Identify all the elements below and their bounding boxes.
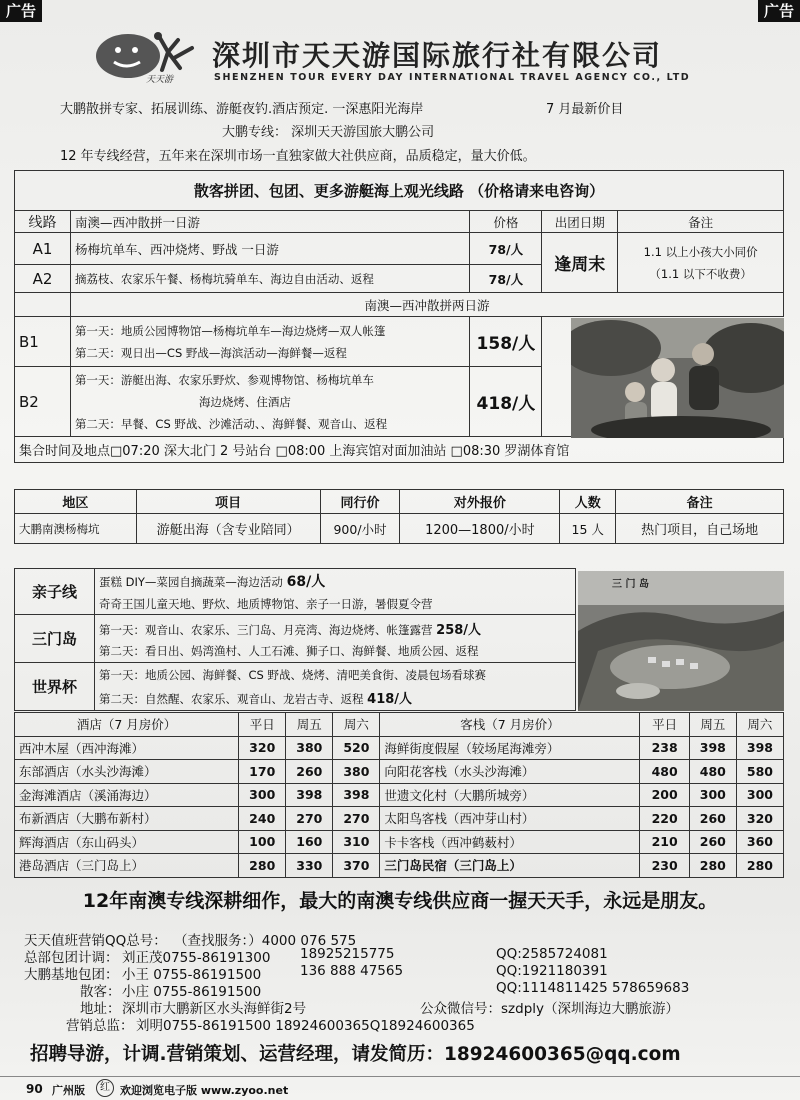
sanmen-island-photo bbox=[578, 571, 784, 711]
inn-price: 200 bbox=[640, 783, 689, 807]
intro-claim: 12 年专线经营，五年来在深圳市场一直独家做大社供应商，品质稳定，量大价低。 bbox=[60, 149, 536, 164]
recruit-line: 招聘导游，计调.营销策划、运营经理，请发简历：18924600365@qq.com bbox=[30, 1044, 681, 1065]
yacht-retail-price: 1200—1800/小时 bbox=[400, 514, 560, 544]
page-footer bbox=[0, 1076, 800, 1100]
hotel-price: 270 bbox=[286, 807, 333, 831]
inn-name: 海鲜街度假屋（较场尾海滩旁） bbox=[380, 736, 640, 760]
yacht-table bbox=[14, 489, 784, 544]
address-value: 深圳市大鹏新区水头海鲜街2号 bbox=[122, 1001, 307, 1017]
hotel-price: 398 bbox=[286, 783, 333, 807]
table-row bbox=[15, 783, 784, 807]
b1-day1: 第一天：地质公园博物馆—杨梅坑单车—海边烧烤—双人帐篷 bbox=[74, 323, 386, 338]
wechat-value: 公众微信号：szdply（深圳海边大鹏旅游） bbox=[420, 1001, 679, 1017]
inn-price: 260 bbox=[689, 830, 736, 854]
b2-day1b: 海边烧烤、住酒店 bbox=[198, 394, 291, 409]
parent-price: 68/人 bbox=[286, 574, 326, 590]
inn-price: 300 bbox=[689, 783, 736, 807]
inn-price: 580 bbox=[736, 760, 783, 784]
company-name-cn: 深圳市天天游国际旅行社有限公司 bbox=[212, 39, 663, 72]
sanmen-line-2: 第二天：看日出、妈湾渔村、人工石滩、狮子口、海鲜餐、地质公园、返程 bbox=[99, 643, 479, 658]
hq-label: 总部包团计调： bbox=[24, 950, 119, 966]
qq-value: （查找服务：）4000 076 575 bbox=[174, 933, 357, 949]
yacht-head-people: 人数 bbox=[560, 490, 616, 514]
inn-price: 230 bbox=[640, 854, 689, 878]
inn-price: 480 bbox=[640, 760, 689, 784]
price-date: 7 月最新价目 bbox=[546, 102, 624, 117]
package-sanmen-label: 三门岛 bbox=[15, 615, 95, 663]
route-b2-desc bbox=[70, 367, 469, 437]
package-world-label: 世界杯 bbox=[15, 663, 95, 711]
yacht-note: 热门项目，自己场地 bbox=[616, 514, 784, 544]
head-date: 出团日期 bbox=[542, 211, 618, 233]
route-b1-desc bbox=[70, 317, 469, 367]
route-a1-code: A1 bbox=[15, 233, 71, 265]
head-route: 南澳—西冲散拼一日游 bbox=[70, 211, 469, 233]
hotel-price: 300 bbox=[239, 783, 286, 807]
inn-price: 300 bbox=[736, 783, 783, 807]
hotel-name: 辉海酒店（东山码头） bbox=[15, 830, 239, 854]
hotel-price: 380 bbox=[286, 736, 333, 760]
hotel-head-fri: 周五 bbox=[286, 713, 333, 737]
inn-price: 238 bbox=[640, 736, 689, 760]
table-row bbox=[15, 807, 784, 831]
address-label: 地址： bbox=[80, 1001, 121, 1017]
base-label: 大鹏基地包团： bbox=[24, 967, 119, 983]
hotel-name: 港岛酒店（三门岛上） bbox=[15, 854, 239, 878]
b2-day2: 第二天：早餐、CS 野战、沙滩活动、、海鲜餐、观音山、返程 bbox=[74, 416, 388, 431]
route-b1-code: B1 bbox=[15, 317, 71, 367]
route-note bbox=[618, 233, 784, 293]
two-day-title: 南澳—西冲散拼两日游 bbox=[70, 293, 783, 317]
inn-price: 280 bbox=[689, 854, 736, 878]
package-parent-label: 亲子线 bbox=[15, 569, 95, 615]
inn-name: 世遗文化村（大鹏所城旁） bbox=[380, 783, 640, 807]
inn-head: 客栈（7 月房价） bbox=[380, 713, 640, 737]
intro-branch: 大鹏专线： 深圳天天游国旅大鹏公司 bbox=[222, 125, 435, 140]
sanmen-price: 258/人 bbox=[436, 622, 482, 638]
b1-day2: 第二天：观日出—CS 野战—海滨活动—海鲜餐—返程 bbox=[74, 345, 347, 360]
yacht-head-note: 备注 bbox=[616, 490, 784, 514]
company-logo-icon bbox=[88, 30, 212, 86]
qq-label: 天天值班营销QQ总号： bbox=[24, 933, 167, 949]
parent-line-2: 奇奇王国儿童天地、野炊、地质博物馆、亲子一日游，暑假夏令营 bbox=[99, 597, 433, 611]
table-row bbox=[15, 736, 784, 760]
hq-name: 刘正茂0755-86191300 bbox=[122, 950, 271, 966]
hq-mobile: 18925215775 bbox=[300, 946, 395, 962]
route-b2-code: B2 bbox=[15, 367, 71, 437]
route-a1-price: 78/人 bbox=[470, 233, 542, 265]
photo-caption: 三 门 岛 bbox=[612, 579, 649, 590]
yacht-head-trade: 同行价 bbox=[320, 490, 400, 514]
hotel-price: 398 bbox=[333, 783, 380, 807]
sanmen-line-1: 第一天：观音山、农家乐、三门岛、月亮湾、海边烧烤、帐篷露营 bbox=[99, 622, 433, 637]
route-a2-price: 78/人 bbox=[470, 265, 542, 293]
hotel-price: 270 bbox=[333, 807, 380, 831]
retail-name: 小庄 0755-86191500 bbox=[122, 984, 262, 1000]
base-mobile: 136 888 47565 bbox=[300, 963, 404, 979]
parent-line-1: 蛋糕 DIY—菜园自摘蔬菜—海边活动 bbox=[99, 575, 283, 589]
hotel-name: 东部酒店（水头沙海滩） bbox=[15, 760, 239, 784]
packages-table bbox=[14, 568, 576, 711]
logo-text: 天天游 bbox=[146, 75, 174, 85]
b2-day1a: 第一天：游艇出海、农家乐野炊、参观博物馆、杨梅坑单车 bbox=[74, 372, 374, 387]
inn-head-sat: 周六 bbox=[736, 713, 783, 737]
inn-price: 320 bbox=[736, 807, 783, 831]
meeting-points: 集合时间及地点□07:20 深大北门 2 号站台 □08:00 上海宾馆对面加油站 □08:30 罗湖体育馆 bbox=[15, 437, 784, 463]
edition: 广州版 bbox=[52, 1084, 85, 1097]
intro-services: 大鹏散拼专家、拓展训练、游艇夜钓.酒店预定. 一深惠阳光海岸 bbox=[60, 102, 424, 117]
yacht-item: 游艇出海（含专业陪同） bbox=[136, 514, 320, 544]
inn-name: 向阳花客栈（水头沙海滩） bbox=[380, 760, 640, 784]
inn-price: 260 bbox=[689, 807, 736, 831]
footer-text: 欢迎浏览电子版 www.zyoo.net bbox=[120, 1084, 289, 1097]
inn-price: 480 bbox=[689, 760, 736, 784]
inn-price: 210 bbox=[640, 830, 689, 854]
route-b2-price: 418/人 bbox=[470, 367, 542, 437]
world-line-2: 第二天：自然醒、农家乐、观音山、龙岩古寺、返程 bbox=[99, 691, 364, 706]
badge-icon: 红 bbox=[96, 1079, 114, 1097]
hotel-name: 布新酒店（大鹏布新村） bbox=[15, 807, 239, 831]
inn-head-fri: 周五 bbox=[689, 713, 736, 737]
hotel-price: 100 bbox=[239, 830, 286, 854]
company-header bbox=[0, 22, 800, 92]
hotel-price: 170 bbox=[239, 760, 286, 784]
ad-label-left: 广告 bbox=[0, 0, 42, 22]
hotel-price: 160 bbox=[286, 830, 333, 854]
head-price: 价格 bbox=[470, 211, 542, 233]
hotel-price-table bbox=[14, 712, 784, 878]
hotel-name: 金海滩酒店（溪涌海边） bbox=[15, 783, 239, 807]
inn-name: 卡卡客栈（西冲鹤薮村） bbox=[380, 830, 640, 854]
yacht-trade-price: 900/小时 bbox=[320, 514, 400, 544]
hotel-price: 370 bbox=[333, 854, 380, 878]
inn-price: 398 bbox=[736, 736, 783, 760]
hotel-price: 330 bbox=[286, 854, 333, 878]
base-name: 小王 0755-86191500 bbox=[122, 967, 262, 983]
note-line-2: （1.1 以下不收费） bbox=[649, 266, 752, 281]
yacht-head-region: 地区 bbox=[15, 490, 137, 514]
family-photo bbox=[571, 318, 784, 438]
hotel-price: 240 bbox=[239, 807, 286, 831]
hotel-head-weekday: 平日 bbox=[239, 713, 286, 737]
route-a1-desc: 杨梅坑单车、西冲烧烤、野战 一日游 bbox=[70, 233, 469, 265]
yacht-people: 15 人 bbox=[560, 514, 616, 544]
yacht-head-item: 项目 bbox=[136, 490, 320, 514]
inn-price: 398 bbox=[689, 736, 736, 760]
package-parent-desc bbox=[95, 569, 576, 615]
base-qq: QQ:1921180391 bbox=[496, 963, 608, 979]
inn-head-weekday: 平日 bbox=[640, 713, 689, 737]
departure-date: 逢周末 bbox=[542, 233, 618, 293]
yacht-region: 大鹏南澳杨梅坑 bbox=[15, 514, 137, 544]
hotel-head: 酒店（7 月房价） bbox=[15, 713, 239, 737]
hotel-price: 310 bbox=[333, 830, 380, 854]
hotel-price: 320 bbox=[239, 736, 286, 760]
retail-label: 散客： bbox=[80, 984, 121, 1000]
retail-qq: QQ:1114811425 578659683 bbox=[496, 980, 690, 996]
table-row bbox=[15, 854, 784, 878]
world-price: 418/人 bbox=[367, 691, 413, 707]
hotel-price: 380 bbox=[333, 760, 380, 784]
head-line: 线路 bbox=[15, 211, 71, 233]
package-sanmen-desc bbox=[95, 615, 576, 663]
table-row bbox=[15, 760, 784, 784]
inn-price: 360 bbox=[736, 830, 783, 854]
hotel-name: 西冲木屋（西冲海滩） bbox=[15, 736, 239, 760]
world-line-1: 第一天：地质公园、海鲜餐、CS 野战、烧烤、清吧美食街、凌晨包场看球赛 bbox=[99, 667, 486, 682]
table-row bbox=[15, 830, 784, 854]
route-b1-price: 158/人 bbox=[470, 317, 542, 367]
ad-label-right: 广告 bbox=[758, 0, 800, 22]
inn-price: 220 bbox=[640, 807, 689, 831]
slogan: 12年南澳专线深耕细作，最大的南澳专线供应商一握天天手，永远是朋友。 bbox=[82, 890, 718, 912]
inn-name: 太阳鸟客栈（西冲芽山村） bbox=[380, 807, 640, 831]
head-note: 备注 bbox=[618, 211, 784, 233]
page-number: 90 bbox=[26, 1082, 43, 1096]
hotel-price: 520 bbox=[333, 736, 380, 760]
hq-qq: QQ:2585724081 bbox=[496, 946, 608, 962]
hotel-head-sat: 周六 bbox=[333, 713, 380, 737]
company-name-en: SHENZHEN TOUR EVERY DAY INTERNATIONAL TRAVEL AGENCY CO., LTD bbox=[214, 72, 691, 83]
director-label: 营销总监： bbox=[66, 1018, 134, 1034]
route-a2-code: A2 bbox=[15, 265, 71, 293]
director-value: 刘明0755-86191500 18924600365Q18924600365 bbox=[136, 1018, 475, 1034]
hotel-price: 260 bbox=[286, 760, 333, 784]
yacht-head-retail: 对外报价 bbox=[400, 490, 560, 514]
route-a2-desc: 摘荔枝、农家乐午餐、杨梅坑骑单车、海边自由活动、返程 bbox=[70, 265, 469, 293]
routes-banner: 散客拼团、包团、更多游艇海上观光线路 （价格请来电咨询） bbox=[15, 171, 784, 211]
inn-name: 三门岛民宿（三门岛上） bbox=[380, 854, 640, 878]
hotel-price: 280 bbox=[239, 854, 286, 878]
package-world-desc bbox=[95, 663, 576, 711]
note-line-1: 1.1 以上小孩大小同价 bbox=[643, 244, 758, 259]
inn-price: 280 bbox=[736, 854, 783, 878]
